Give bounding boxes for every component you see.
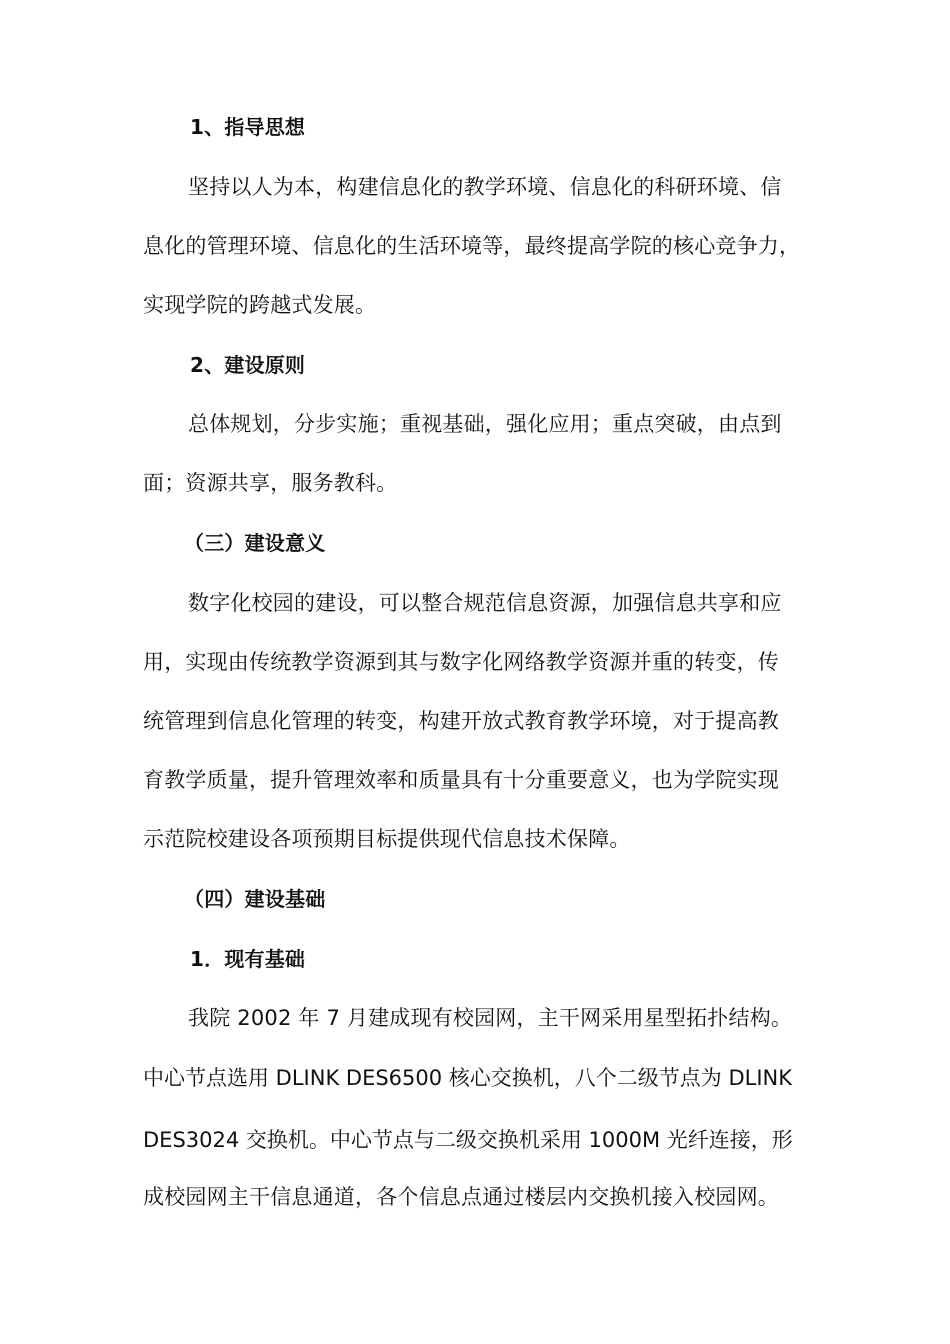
paragraph-line: 数字化校园的建设，可以整合规范信息资源，加强信息共享和应 [188, 591, 782, 615]
subsection-heading-existing-foundation: 1．现有基础 [190, 947, 306, 971]
paragraph-line: 统管理到信息化管理的转变，构建开放式教育教学环境，对于提高教 [143, 709, 779, 733]
paragraph-line: 中心节点选用 DLINK DES6500 核心交换机，八个二级节点为 DLINK [143, 1066, 792, 1090]
paragraph-line: DES3024 交换机。中心节点与二级交换机采用 1000M 光纤连接，形 [143, 1128, 793, 1152]
section-heading-construction-significance: （三）建设意义 [184, 531, 326, 555]
section-heading-guiding-ideology: 1、指导思想 [190, 115, 306, 139]
paragraph-line: 总体规划，分步实施；重视基础，强化应用；重点突破，由点到 [188, 412, 782, 436]
section-heading-construction-principles: 2、建设原则 [190, 353, 306, 377]
paragraph-line: 成校园网主干信息通道，各个信息点通过楼层内交换机接入校园网。 [143, 1185, 779, 1209]
paragraph-line: 息化的管理环境、信息化的生活环境等，最终提高学院的核心竞争力， [143, 234, 801, 258]
paragraph-line: 我院 2002 年 7 月建成现有校园网，主干网采用星型拓扑结构。 [188, 1006, 793, 1030]
paragraph-line: 实现学院的跨越式发展。 [143, 293, 377, 317]
paragraph-line: 用，实现由传统教学资源到其与数字化网络教学资源并重的转变，传 [143, 650, 779, 674]
section-heading-construction-foundation: （四）建设基础 [184, 887, 326, 911]
paragraph-line: 育教学质量，提升管理效率和质量具有十分重要意义，也为学院实现 [143, 768, 779, 792]
paragraph-line: 示范院校建设各项预期目标提供现代信息技术保障。 [143, 827, 631, 851]
paragraph-line: 坚持以人为本，构建信息化的教学环境、信息化的科研环境、信 [188, 175, 782, 199]
paragraph-line: 面；资源共享，服务教科。 [143, 471, 398, 495]
